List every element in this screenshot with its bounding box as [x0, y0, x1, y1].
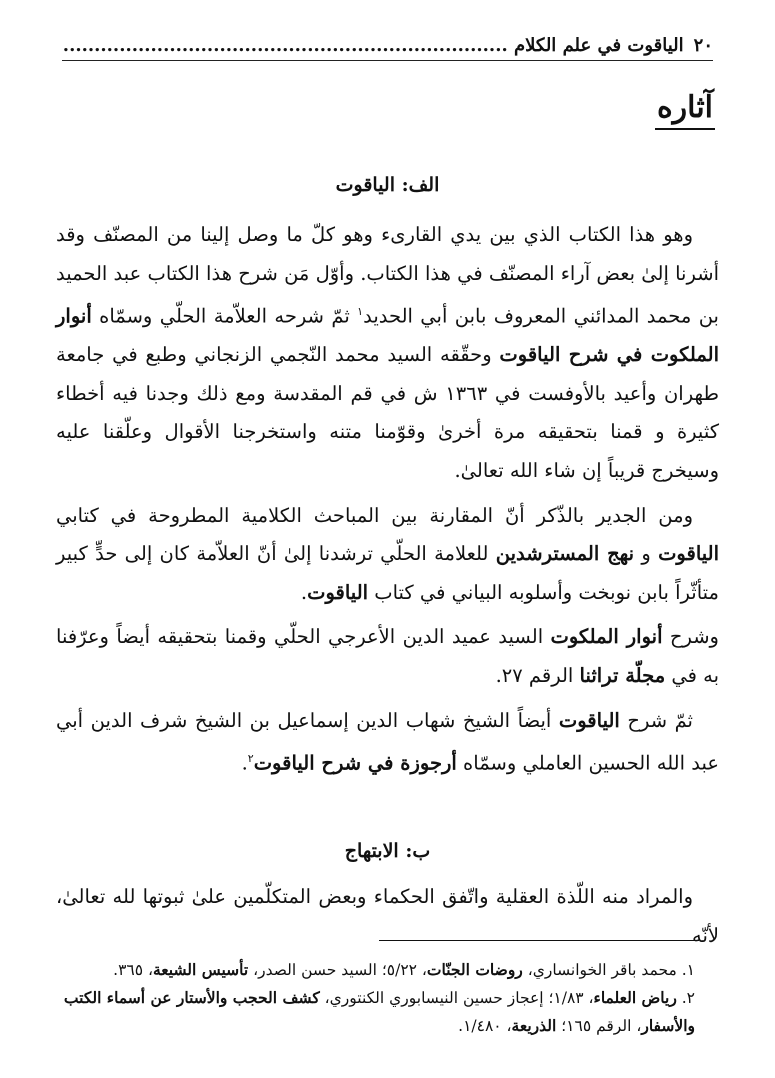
- section-ibtihaj-body: [56, 878, 719, 955]
- fn2-bold-1: رياض العلماء: [593, 988, 677, 1007]
- p2-bold-2: نهج المسترشدين: [495, 542, 635, 566]
- paragraph-5: والمراد منه اللّذة العقلية واتّفق الحكماء وبعض المتكلّمين علىٰ ثبوتها لله تعالىٰ، لأنّه: [56, 885, 719, 947]
- p4-bold-2: أرجوزة في شرح الياقوت: [253, 751, 457, 775]
- section-yaqut-body: [56, 216, 719, 783]
- paragraph-3: [56, 618, 719, 695]
- footnote-1: [60, 956, 695, 984]
- paragraph-4: [56, 702, 719, 784]
- section-heading-yaqut: الف: الياقوت: [335, 174, 440, 196]
- page-number: ٢٠: [693, 34, 713, 56]
- paragraph-2: [56, 497, 719, 613]
- p4-c: .: [241, 751, 248, 775]
- fn1-bold-1: روضات الجنّات: [426, 960, 523, 979]
- fn1-bold-2: تأسيس الشيعة: [152, 960, 249, 979]
- p1-book-title: أنوار الملكوت في شرح الياقوت: [56, 304, 719, 367]
- p2-b: و: [634, 542, 659, 566]
- fn1-b: ، ٥/٢٢؛ السيد حسن الصدر،: [248, 961, 427, 979]
- p1-text: وهو هذا الكتاب الذي بين يدي القارىء وهو كلّ ما وصل إلينا من المصنّف وقد أشرنا إلىٰ بعض آراء المصنّف في هذا الكتاب. وأوّل مَن شرح هذا الكتاب عبد الحميد بن محمد المدائني المعروف بابن أبي الحديد: [56, 223, 719, 328]
- p2-d: .: [300, 580, 308, 604]
- book-title: الياقوت في علم الكلام .....: [62, 35, 684, 56]
- footnote-ref-2: ٢: [247, 752, 254, 766]
- fn2-b: ، ١/٨٣؛ إعجاز حسين النيسابوري الكنتوري،: [319, 989, 594, 1007]
- p4-b: أيضاً الشيخ شهاب الدين إسماعيل بن الشيخ شرف الدين أبي عبد الله الحسين العاملي وسمّاه: [56, 708, 719, 775]
- footnote-divider: [379, 940, 699, 941]
- fn2-c: ، الرقم ١٦٥؛: [556, 1017, 642, 1035]
- p3-c: الرقم ٢٧.: [495, 664, 580, 688]
- p2-bold-1: الياقوت: [658, 542, 719, 566]
- p4-bold-1: الياقوت: [558, 708, 620, 732]
- chapter-title: آثاره: [655, 88, 715, 130]
- footnotes: [60, 956, 695, 1040]
- fn2-bold-2: كشف الحجب والأستار عن أسماء الكتب والأسفار: [63, 988, 695, 1035]
- footnote-ref-1: ١: [357, 305, 364, 319]
- p1-rest: وحقّقه السيد محمد النّجمي الزنجاني وطبع في جامعة طهران وأعيد بالأوفست في ١٣٦٣ ش في قم المقدسة ومع ذلك وجدنا فيه أخطاء كثيرة و قمنا بتحقيقه مرة أخرىٰ وقوّمنا متنه واستخرجنا الأقوال وعلّقنا عليه وسيخرج قريباً إن شاء الله تعالىٰ.: [56, 343, 719, 483]
- p3-b: السيد عميد الدين الأعرجي الحلّي وقمنا بتحقيقه أيضاً وعرّفنا به في: [56, 625, 719, 688]
- fn1-a: ١. محمد باقر الخوانساري،: [522, 961, 695, 979]
- paragraph-1: [56, 216, 719, 491]
- p4-a: ثمّ شرح: [619, 708, 693, 732]
- fn1-c: ، ٣٦٥.: [113, 961, 153, 979]
- footnote-2: [60, 984, 695, 1040]
- p3-bold-2: مجلّة تراثنا: [579, 664, 666, 688]
- p1-mid: ثمّ شرحه العلاّمة الحلّي وسمّاه: [91, 304, 358, 328]
- fn2-a: ٢.: [676, 989, 695, 1007]
- p2-a: ومن الجدير بالذّكر أنّ المقارنة بين المباحث الكلامية المطروحة في كتابي: [56, 503, 693, 527]
- p2-bold-3: الياقوت: [307, 580, 369, 604]
- fn2-d: ، ١/٤٨٠.: [458, 1017, 512, 1035]
- fn2-bold-3: الذريعة: [511, 1016, 557, 1035]
- section-heading-ibtihaj: ب: الابتهاج: [344, 840, 431, 862]
- p2-c: للعلامة الحلّي ترشدنا إلىٰ أنّ العلاّمة كان إلى حدٍّ كبير متأثّراً بابن نوبخت وأسلوبه البياني في كتاب: [56, 542, 719, 604]
- running-header: [62, 30, 713, 61]
- p3-a: وشرح: [662, 625, 719, 649]
- p3-bold-1: أنوار الملكوت: [550, 625, 663, 649]
